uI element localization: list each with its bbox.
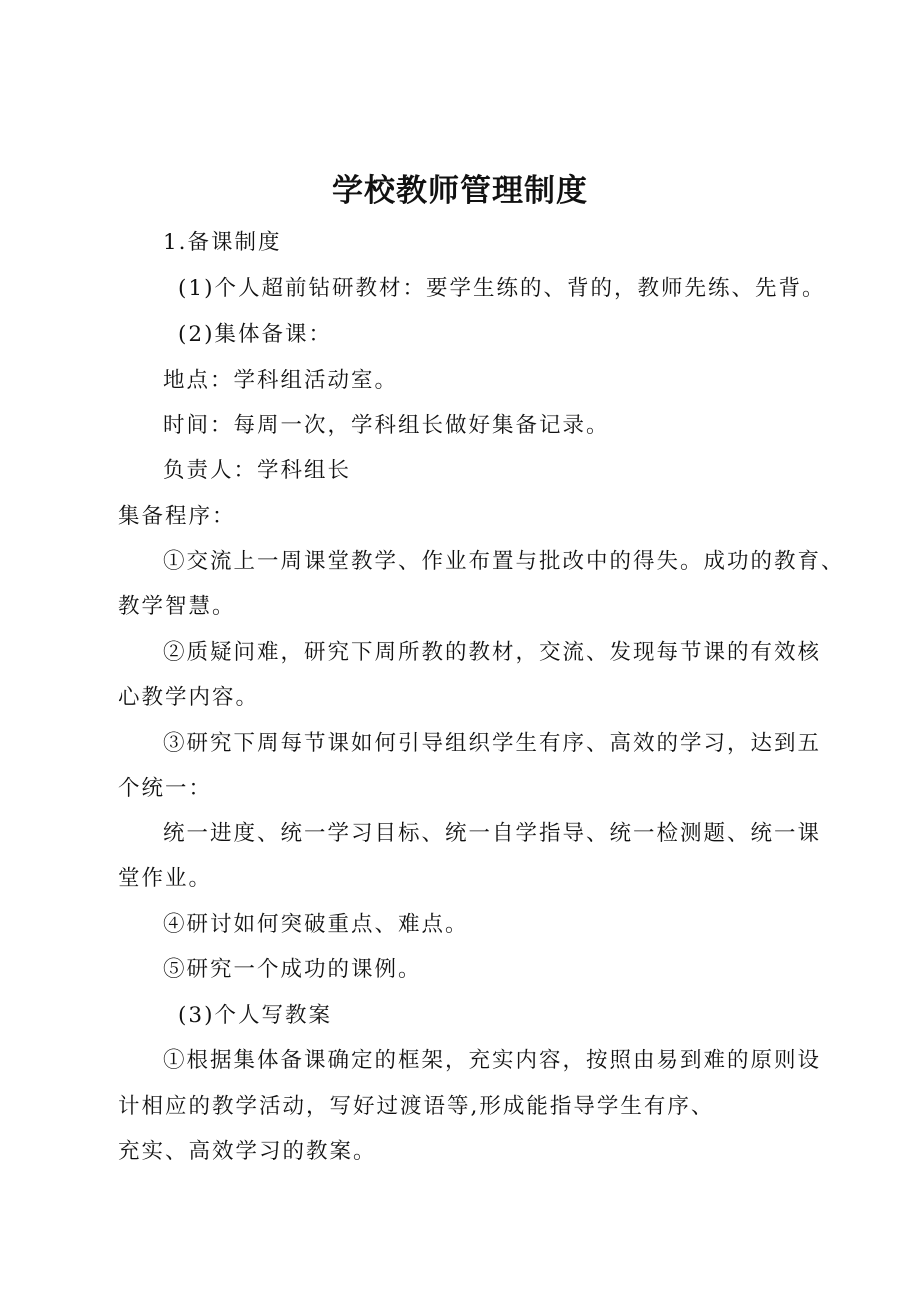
paragraph-line: 集备程序：: [118, 504, 236, 529]
paragraph-line: 充实、高效学习的教案。: [118, 1139, 377, 1164]
paragraph-line: ①根据集体备课确定的框架，充实内容，按照由易到难的原则设: [163, 1048, 822, 1073]
section-heading: 1.备课制度: [163, 230, 282, 255]
paragraph-line: ⑤研究一个成功的课例。: [163, 957, 422, 982]
paragraph-line: ③研究下周每节课如何引导组织学生有序、高效的学习，达到五: [163, 731, 822, 756]
paragraph-line: 地点：学科组活动室。: [163, 368, 399, 393]
paragraph-line: 时间：每周一次，学科组长做好集备记录。: [163, 413, 610, 438]
paragraph-line: 教学智慧。: [118, 594, 236, 619]
paragraph-line: (3)个人写教案: [178, 1003, 332, 1028]
paragraph-line: ②质疑问难，研究下周所教的教材，交流、发现每节课的有效核: [163, 640, 822, 665]
document-title: 学校教师管理制度: [332, 173, 588, 209]
paragraph-line: 个统一：: [118, 776, 213, 801]
paragraph-line: 统一进度、统一学习目标、统一自学指导、统一检测题、统一课: [163, 821, 822, 846]
paragraph-line: 计相应的教学活动，写好过渡语等,形成能指导学生有序、: [118, 1094, 715, 1119]
paragraph-line: (2)集体备课：: [178, 322, 332, 347]
paragraph-line: ④研讨如何突破重点、难点。: [163, 912, 469, 937]
paragraph-line: (1)个人超前钻研教材：要学生练的、背的，教师先练、先背。: [178, 276, 826, 301]
paragraph-line: 心教学内容。: [118, 685, 260, 710]
paragraph-line: ①交流上一周课堂教学、作业布置与批改中的得失。成功的教育、: [163, 549, 845, 574]
paragraph-line: 负责人：学科组长: [163, 458, 352, 483]
paragraph-line: 堂作业。: [118, 866, 213, 891]
